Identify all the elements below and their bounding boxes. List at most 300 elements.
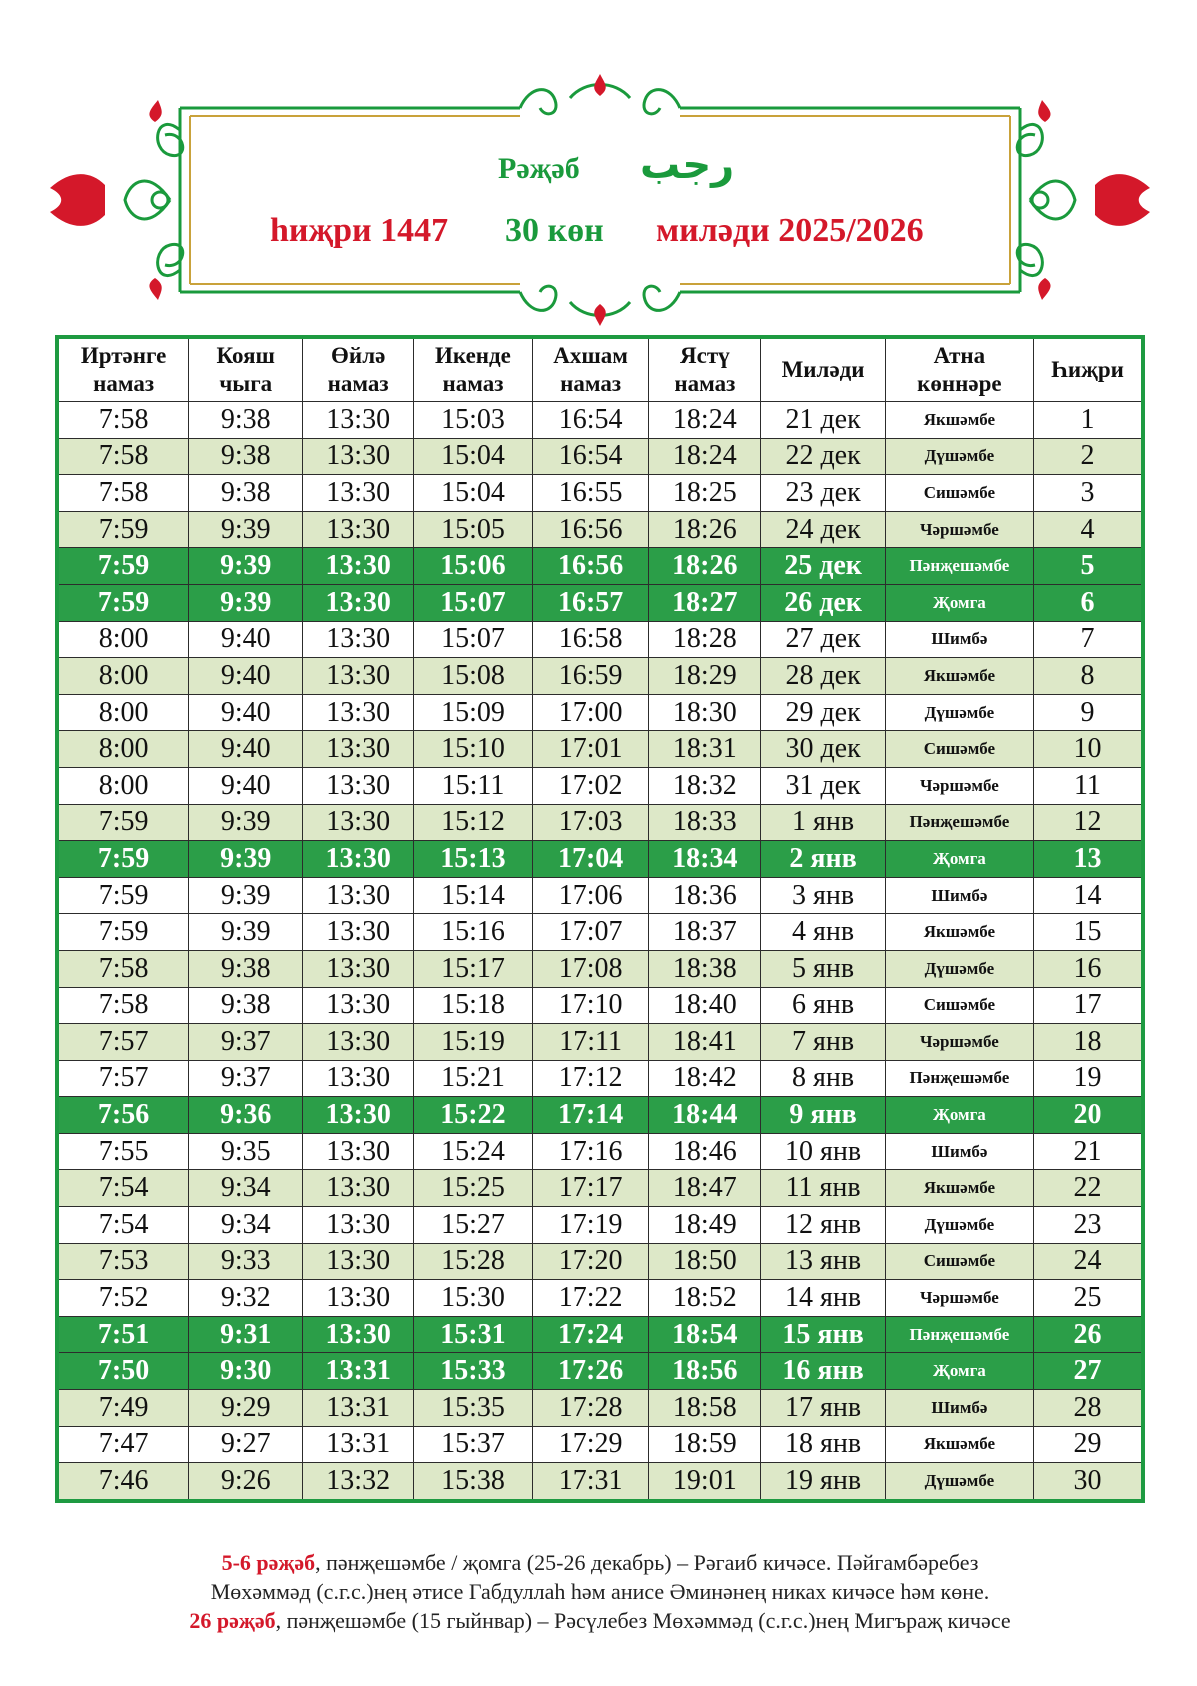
cell-sunrise: 9:34 xyxy=(189,1170,303,1207)
cell-dhuhr: 13:30 xyxy=(303,548,414,585)
cell-hijri-day: 22 xyxy=(1033,1170,1143,1207)
cell-sunrise: 9:26 xyxy=(189,1463,303,1501)
cell-weekday: Якшәмбе xyxy=(885,658,1033,695)
table-row xyxy=(57,1097,1143,1134)
table-row xyxy=(57,1390,1143,1427)
column-header-fajr xyxy=(57,337,189,402)
cell-maghrib: 17:08 xyxy=(532,950,649,987)
cell-isha: 18:49 xyxy=(649,1207,761,1244)
column-header-dhuhr xyxy=(303,337,414,402)
cell-fajr: 8:00 xyxy=(57,731,189,768)
cell-maghrib: 17:14 xyxy=(532,1097,649,1134)
table-row xyxy=(57,767,1143,804)
cell-sunrise: 9:39 xyxy=(189,877,303,914)
table-row xyxy=(57,621,1143,658)
footer-line-1 xyxy=(60,1548,1140,1577)
column-header-hijri-day xyxy=(1033,337,1143,402)
cell-maghrib: 17:02 xyxy=(532,767,649,804)
cell-maghrib: 17:11 xyxy=(532,1024,649,1061)
cell-hijri-day: 25 xyxy=(1033,1280,1143,1317)
cell-sunrise: 9:40 xyxy=(189,658,303,695)
cell-gregorian-date: 24 дек xyxy=(761,511,886,548)
column-header-line: Икенде xyxy=(435,343,511,368)
cell-hijri-day: 5 xyxy=(1033,548,1143,585)
cell-weekday: Якшәмбе xyxy=(885,914,1033,951)
cell-maghrib: 17:22 xyxy=(532,1280,649,1317)
cell-isha: 18:33 xyxy=(649,804,761,841)
cell-sunrise: 9:38 xyxy=(189,987,303,1024)
table-row xyxy=(57,987,1143,1024)
cell-fajr: 7:50 xyxy=(57,1353,189,1390)
cell-gregorian-date: 14 янв xyxy=(761,1280,886,1317)
cell-isha: 18:47 xyxy=(649,1170,761,1207)
cell-isha: 18:36 xyxy=(649,877,761,914)
cell-dhuhr: 13:30 xyxy=(303,767,414,804)
footer-notes xyxy=(60,1548,1140,1635)
cell-maghrib: 17:17 xyxy=(532,1170,649,1207)
cell-gregorian-date: 16 янв xyxy=(761,1353,886,1390)
cell-weekday: Пәнҗешәмбе xyxy=(885,548,1033,585)
cell-dhuhr: 13:30 xyxy=(303,1280,414,1317)
cell-hijri-day: 11 xyxy=(1033,767,1143,804)
cell-maghrib: 17:24 xyxy=(532,1316,649,1353)
cell-weekday: Чәршәмбе xyxy=(885,511,1033,548)
cell-weekday: Шимбә xyxy=(885,877,1033,914)
cell-fajr: 7:47 xyxy=(57,1426,189,1463)
cell-weekday: Җомга xyxy=(885,1097,1033,1134)
column-header-weekday xyxy=(885,337,1033,402)
column-header-line: Миләди xyxy=(781,357,865,382)
cell-hijri-day: 6 xyxy=(1033,584,1143,621)
cell-isha: 18:32 xyxy=(649,767,761,804)
column-header-maghrib xyxy=(532,337,649,402)
cell-gregorian-date: 31 дек xyxy=(761,767,886,804)
gregorian-year: миләди 2025/2026 xyxy=(656,212,924,249)
cell-isha: 18:29 xyxy=(649,658,761,695)
table-row xyxy=(57,511,1143,548)
cell-dhuhr: 13:30 xyxy=(303,621,414,658)
cell-gregorian-date: 8 янв xyxy=(761,1060,886,1097)
cell-isha: 18:54 xyxy=(649,1316,761,1353)
cell-weekday: Сишәмбе xyxy=(885,475,1033,512)
cell-isha: 18:41 xyxy=(649,1024,761,1061)
cell-asr: 15:18 xyxy=(414,987,533,1024)
cell-asr: 15:16 xyxy=(414,914,533,951)
cell-sunrise: 9:40 xyxy=(189,621,303,658)
cell-gregorian-date: 2 янв xyxy=(761,841,886,878)
table-header-row xyxy=(57,337,1143,402)
cell-asr: 15:22 xyxy=(414,1097,533,1134)
cell-asr: 15:19 xyxy=(414,1024,533,1061)
cell-asr: 15:06 xyxy=(414,548,533,585)
cell-gregorian-date: 1 янв xyxy=(761,804,886,841)
cell-asr: 15:04 xyxy=(414,475,533,512)
cell-maghrib: 17:16 xyxy=(532,1133,649,1170)
cell-fajr: 7:53 xyxy=(57,1243,189,1280)
cell-maghrib: 17:01 xyxy=(532,731,649,768)
cell-isha: 18:52 xyxy=(649,1280,761,1317)
cell-sunrise: 9:29 xyxy=(189,1390,303,1427)
cell-dhuhr: 13:30 xyxy=(303,1097,414,1134)
cell-hijri-day: 4 xyxy=(1033,511,1143,548)
cell-weekday: Шимбә xyxy=(885,1390,1033,1427)
cell-weekday: Җомга xyxy=(885,841,1033,878)
cell-isha: 18:38 xyxy=(649,950,761,987)
footer-text: , пәнҗешәмбе / җомга (25-26 декабрь) – Рәгаиб кичәсе. Пәйгамбәребез xyxy=(315,1550,979,1575)
cell-maghrib: 16:54 xyxy=(532,402,649,439)
column-header-line: намаз xyxy=(674,371,736,396)
cell-fajr: 8:00 xyxy=(57,694,189,731)
cell-hijri-day: 9 xyxy=(1033,694,1143,731)
cell-isha: 18:44 xyxy=(649,1097,761,1134)
cell-asr: 15:09 xyxy=(414,694,533,731)
cell-weekday: Сишәмбе xyxy=(885,987,1033,1024)
cell-fajr: 7:59 xyxy=(57,877,189,914)
cell-weekday: Якшәмбе xyxy=(885,1170,1033,1207)
cell-sunrise: 9:39 xyxy=(189,511,303,548)
cell-fajr: 7:54 xyxy=(57,1207,189,1244)
cell-dhuhr: 13:31 xyxy=(303,1390,414,1427)
cell-asr: 15:27 xyxy=(414,1207,533,1244)
cell-sunrise: 9:38 xyxy=(189,402,303,439)
cell-maghrib: 17:28 xyxy=(532,1390,649,1427)
cell-maghrib: 17:12 xyxy=(532,1060,649,1097)
cell-hijri-day: 1 xyxy=(1033,402,1143,439)
cell-sunrise: 9:27 xyxy=(189,1426,303,1463)
footer-date-highlight: 5-6 рәҗәб xyxy=(221,1550,316,1575)
cell-sunrise: 9:40 xyxy=(189,694,303,731)
cell-gregorian-date: 19 янв xyxy=(761,1463,886,1501)
cell-sunrise: 9:37 xyxy=(189,1024,303,1061)
cell-gregorian-date: 11 янв xyxy=(761,1170,886,1207)
cell-gregorian-date: 13 янв xyxy=(761,1243,886,1280)
cell-sunrise: 9:39 xyxy=(189,841,303,878)
cell-gregorian-date: 7 янв xyxy=(761,1024,886,1061)
column-header-line: чыга xyxy=(219,371,273,396)
cell-maghrib: 16:55 xyxy=(532,475,649,512)
cell-asr: 15:31 xyxy=(414,1316,533,1353)
cell-hijri-day: 20 xyxy=(1033,1097,1143,1134)
footer-line-3 xyxy=(60,1606,1140,1635)
cell-gregorian-date: 29 дек xyxy=(761,694,886,731)
cell-hijri-day: 27 xyxy=(1033,1353,1143,1390)
cell-gregorian-date: 22 дек xyxy=(761,438,886,475)
cell-fajr: 7:46 xyxy=(57,1463,189,1501)
cell-maghrib: 17:00 xyxy=(532,694,649,731)
cell-sunrise: 9:30 xyxy=(189,1353,303,1390)
table-row xyxy=(57,1280,1143,1317)
table-row xyxy=(57,1133,1143,1170)
cell-dhuhr: 13:30 xyxy=(303,1316,414,1353)
cell-maghrib: 17:31 xyxy=(532,1463,649,1501)
cell-isha: 18:26 xyxy=(649,511,761,548)
cell-hijri-day: 15 xyxy=(1033,914,1143,951)
cell-sunrise: 9:34 xyxy=(189,1207,303,1244)
cell-weekday: Пәнҗешәмбе xyxy=(885,804,1033,841)
cell-gregorian-date: 25 дек xyxy=(761,548,886,585)
cell-weekday: Җомга xyxy=(885,1353,1033,1390)
cell-weekday: Дүшәмбе xyxy=(885,1463,1033,1501)
cell-gregorian-date: 18 янв xyxy=(761,1426,886,1463)
day-count: 30 көн xyxy=(505,212,604,249)
column-header-line: Кояш xyxy=(216,343,275,368)
cell-dhuhr: 13:30 xyxy=(303,1170,414,1207)
cell-hijri-day: 10 xyxy=(1033,731,1143,768)
cell-isha: 18:25 xyxy=(649,475,761,512)
left-flourish xyxy=(125,124,183,275)
cell-hijri-day: 14 xyxy=(1033,877,1143,914)
cell-weekday: Дүшәмбе xyxy=(885,950,1033,987)
prayer-times-table xyxy=(55,335,1145,1503)
cell-isha: 18:46 xyxy=(649,1133,761,1170)
cell-asr: 15:33 xyxy=(414,1353,533,1390)
right-flourish xyxy=(1017,124,1075,275)
cell-weekday: Чәршәмбе xyxy=(885,1280,1033,1317)
cell-isha: 18:40 xyxy=(649,987,761,1024)
table-row xyxy=(57,658,1143,695)
cell-fajr: 7:59 xyxy=(57,548,189,585)
column-header-line: намаз xyxy=(93,371,155,396)
cell-hijri-day: 13 xyxy=(1033,841,1143,878)
cell-asr: 15:05 xyxy=(414,511,533,548)
cell-weekday: Дүшәмбе xyxy=(885,1207,1033,1244)
cell-asr: 15:30 xyxy=(414,1280,533,1317)
cell-maghrib: 16:58 xyxy=(532,621,649,658)
cell-fajr: 7:57 xyxy=(57,1024,189,1061)
cell-asr: 15:17 xyxy=(414,950,533,987)
cell-hijri-day: 3 xyxy=(1033,475,1143,512)
cell-dhuhr: 13:30 xyxy=(303,914,414,951)
cell-hijri-day: 21 xyxy=(1033,1133,1143,1170)
cell-maghrib: 17:19 xyxy=(532,1207,649,1244)
cell-gregorian-date: 12 янв xyxy=(761,1207,886,1244)
cell-hijri-day: 24 xyxy=(1033,1243,1143,1280)
cell-weekday: Сишәмбе xyxy=(885,1243,1033,1280)
cell-asr: 15:13 xyxy=(414,841,533,878)
cell-asr: 15:24 xyxy=(414,1133,533,1170)
cell-dhuhr: 13:30 xyxy=(303,1243,414,1280)
cell-fajr: 7:58 xyxy=(57,475,189,512)
cell-gregorian-date: 28 дек xyxy=(761,658,886,695)
cell-maghrib: 16:54 xyxy=(532,438,649,475)
cell-fajr: 7:56 xyxy=(57,1097,189,1134)
cell-isha: 18:30 xyxy=(649,694,761,731)
cell-sunrise: 9:36 xyxy=(189,1097,303,1134)
cell-dhuhr: 13:30 xyxy=(303,402,414,439)
column-header-line: Һиҗри xyxy=(1051,357,1124,382)
cell-dhuhr: 13:30 xyxy=(303,877,414,914)
cell-weekday: Чәршәмбе xyxy=(885,1024,1033,1061)
cell-weekday: Сишәмбе xyxy=(885,731,1033,768)
cell-fajr: 7:58 xyxy=(57,402,189,439)
cell-maghrib: 16:59 xyxy=(532,658,649,695)
cell-maghrib: 17:10 xyxy=(532,987,649,1024)
cell-hijri-day: 30 xyxy=(1033,1463,1143,1501)
cell-hijri-day: 28 xyxy=(1033,1390,1143,1427)
cell-isha: 18:27 xyxy=(649,584,761,621)
cell-isha: 18:59 xyxy=(649,1426,761,1463)
cell-sunrise: 9:39 xyxy=(189,804,303,841)
table-row xyxy=(57,475,1143,512)
column-header-line: Иртәнге xyxy=(80,343,167,368)
cell-hijri-day: 16 xyxy=(1033,950,1143,987)
cell-gregorian-date: 27 дек xyxy=(761,621,886,658)
cell-maghrib: 17:06 xyxy=(532,877,649,914)
column-header-line: намаз xyxy=(442,371,504,396)
cell-sunrise: 9:39 xyxy=(189,584,303,621)
cell-maghrib: 16:56 xyxy=(532,511,649,548)
ornamental-frame xyxy=(50,70,1150,330)
table-row xyxy=(57,731,1143,768)
cell-fajr: 7:49 xyxy=(57,1390,189,1427)
table-row xyxy=(57,1060,1143,1097)
cell-asr: 15:28 xyxy=(414,1243,533,1280)
cell-gregorian-date: 23 дек xyxy=(761,475,886,512)
cell-dhuhr: 13:32 xyxy=(303,1463,414,1501)
cell-dhuhr: 13:30 xyxy=(303,1133,414,1170)
cell-gregorian-date: 15 янв xyxy=(761,1316,886,1353)
table-row xyxy=(57,1463,1143,1501)
table-row xyxy=(57,1243,1143,1280)
cell-fajr: 8:00 xyxy=(57,658,189,695)
cell-isha: 18:24 xyxy=(649,402,761,439)
cell-fajr: 7:59 xyxy=(57,841,189,878)
cell-weekday: Дүшәмбе xyxy=(885,694,1033,731)
cell-sunrise: 9:31 xyxy=(189,1316,303,1353)
table-row xyxy=(57,877,1143,914)
cell-gregorian-date: 10 янв xyxy=(761,1133,886,1170)
cell-isha: 18:26 xyxy=(649,548,761,585)
cell-isha: 18:28 xyxy=(649,621,761,658)
cell-dhuhr: 13:30 xyxy=(303,438,414,475)
cell-weekday: Чәршәмбе xyxy=(885,767,1033,804)
cell-hijri-day: 23 xyxy=(1033,1207,1143,1244)
cell-dhuhr: 13:30 xyxy=(303,731,414,768)
cell-hijri-day: 29 xyxy=(1033,1426,1143,1463)
cell-asr: 15:07 xyxy=(414,584,533,621)
cell-isha: 18:24 xyxy=(649,438,761,475)
month-name: Рәҗәб xyxy=(498,152,580,185)
table-row xyxy=(57,914,1143,951)
cell-fajr: 7:51 xyxy=(57,1316,189,1353)
cell-gregorian-date: 30 дек xyxy=(761,731,886,768)
cell-weekday: Якшәмбе xyxy=(885,402,1033,439)
cell-gregorian-date: 21 дек xyxy=(761,402,886,439)
cell-fajr: 7:59 xyxy=(57,914,189,951)
cell-gregorian-date: 5 янв xyxy=(761,950,886,987)
column-header-line: көннәре xyxy=(917,371,1002,396)
cell-sunrise: 9:37 xyxy=(189,1060,303,1097)
cell-gregorian-date: 3 янв xyxy=(761,877,886,914)
cell-sunrise: 9:39 xyxy=(189,548,303,585)
cell-asr: 15:14 xyxy=(414,877,533,914)
cell-isha: 19:01 xyxy=(649,1463,761,1501)
cell-sunrise: 9:35 xyxy=(189,1133,303,1170)
cell-weekday: Җомга xyxy=(885,584,1033,621)
cell-asr: 15:11 xyxy=(414,767,533,804)
month-name-arabic: رجب xyxy=(640,142,735,188)
cell-asr: 15:10 xyxy=(414,731,533,768)
cell-asr: 15:38 xyxy=(414,1463,533,1501)
column-header-line: Ахшам xyxy=(553,343,628,368)
cell-asr: 15:37 xyxy=(414,1426,533,1463)
cell-weekday: Пәнҗешәмбе xyxy=(885,1060,1033,1097)
table-row xyxy=(57,438,1143,475)
cell-dhuhr: 13:31 xyxy=(303,1426,414,1463)
cell-dhuhr: 13:30 xyxy=(303,841,414,878)
cell-hijri-day: 26 xyxy=(1033,1316,1143,1353)
table-row xyxy=(57,1170,1143,1207)
cell-hijri-day: 7 xyxy=(1033,621,1143,658)
cell-gregorian-date: 26 дек xyxy=(761,584,886,621)
cell-asr: 15:03 xyxy=(414,402,533,439)
column-header-line: намаз xyxy=(327,371,389,396)
cell-asr: 15:07 xyxy=(414,621,533,658)
cell-asr: 15:08 xyxy=(414,658,533,695)
cell-fajr: 7:59 xyxy=(57,804,189,841)
cell-hijri-day: 12 xyxy=(1033,804,1143,841)
table-row xyxy=(57,1426,1143,1463)
cell-asr: 15:04 xyxy=(414,438,533,475)
table-row xyxy=(57,841,1143,878)
cell-sunrise: 9:38 xyxy=(189,950,303,987)
cell-asr: 15:21 xyxy=(414,1060,533,1097)
cell-fajr: 7:58 xyxy=(57,438,189,475)
cell-sunrise: 9:39 xyxy=(189,914,303,951)
cell-gregorian-date: 6 янв xyxy=(761,987,886,1024)
cell-maghrib: 16:56 xyxy=(532,548,649,585)
table-row xyxy=(57,804,1143,841)
cell-fajr: 7:54 xyxy=(57,1170,189,1207)
cell-fajr: 8:00 xyxy=(57,767,189,804)
cell-asr: 15:35 xyxy=(414,1390,533,1427)
cell-sunrise: 9:40 xyxy=(189,731,303,768)
column-header-gregorian-date xyxy=(761,337,886,402)
cell-dhuhr: 13:30 xyxy=(303,804,414,841)
column-header-line: Өйлә xyxy=(331,343,386,368)
footer-line-2 xyxy=(60,1577,1140,1606)
table-row xyxy=(57,694,1143,731)
cell-isha: 18:58 xyxy=(649,1390,761,1427)
cell-isha: 18:50 xyxy=(649,1243,761,1280)
cell-dhuhr: 13:30 xyxy=(303,1060,414,1097)
cell-sunrise: 9:38 xyxy=(189,438,303,475)
cell-fajr: 7:59 xyxy=(57,511,189,548)
cell-hijri-day: 18 xyxy=(1033,1024,1143,1061)
cell-weekday: Дүшәмбе xyxy=(885,438,1033,475)
table-body xyxy=(57,402,1143,1501)
cell-fajr: 7:59 xyxy=(57,584,189,621)
table-row xyxy=(57,1353,1143,1390)
cell-dhuhr: 13:30 xyxy=(303,475,414,512)
cell-gregorian-date: 4 янв xyxy=(761,914,886,951)
cell-isha: 18:34 xyxy=(649,841,761,878)
cell-weekday: Якшәмбе xyxy=(885,1426,1033,1463)
cell-fajr: 7:55 xyxy=(57,1133,189,1170)
cell-sunrise: 9:40 xyxy=(189,767,303,804)
cell-maghrib: 17:04 xyxy=(532,841,649,878)
cell-gregorian-date: 9 янв xyxy=(761,1097,886,1134)
cell-sunrise: 9:38 xyxy=(189,475,303,512)
cell-hijri-day: 8 xyxy=(1033,658,1143,695)
cell-maghrib: 17:07 xyxy=(532,914,649,951)
cell-maghrib: 16:57 xyxy=(532,584,649,621)
cell-fajr: 7:52 xyxy=(57,1280,189,1317)
cell-dhuhr: 13:30 xyxy=(303,511,414,548)
cell-maghrib: 17:03 xyxy=(532,804,649,841)
footer-date-highlight: 26 рәҗәб xyxy=(189,1608,276,1633)
cell-fajr: 7:57 xyxy=(57,1060,189,1097)
